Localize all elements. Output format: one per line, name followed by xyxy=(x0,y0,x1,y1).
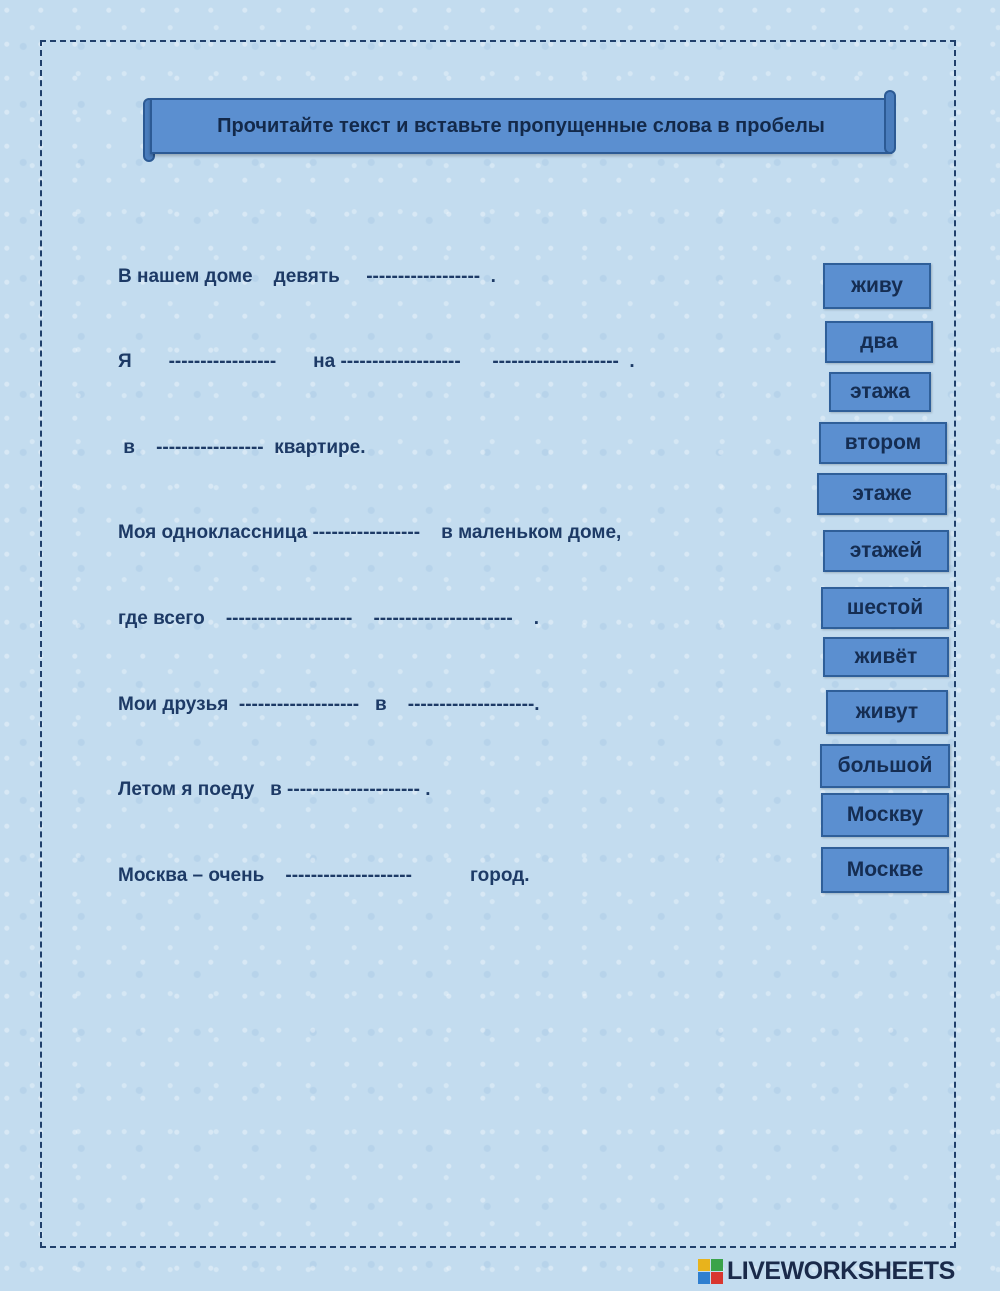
instruction-banner xyxy=(150,98,892,154)
sentence-line-3: в ----------------- квартире. xyxy=(118,437,366,458)
sentence-line-2: Я ----------------- на ------------------- -------------------- . xyxy=(118,351,635,372)
word-tile-moskve[interactable]: Москве xyxy=(821,847,949,893)
word-tile-zhivut[interactable]: живут xyxy=(826,690,948,734)
sentence-line-1: В нашем доме девять ------------------ . xyxy=(118,266,496,287)
word-tile-etazhe[interactable]: этаже xyxy=(817,473,947,515)
sentence-line-4: Моя одноклассница ----------------- в маленьком доме, xyxy=(118,522,622,543)
word-tile-dva[interactable]: два xyxy=(825,321,933,363)
sentence-line-5: где всего -------------------- ---------------------- . xyxy=(118,608,540,629)
liveworksheets-footer[interactable] xyxy=(698,1256,994,1286)
instruction-title: Прочитайте текст и вставьте пропущенные слова в пробелы xyxy=(217,114,825,137)
dashed-page-frame xyxy=(40,40,956,1248)
banner-scroll-right xyxy=(884,90,896,154)
word-tile-zhivu[interactable]: живу xyxy=(823,263,931,309)
word-tile-vtorom[interactable]: втором xyxy=(819,422,947,464)
word-tile-shestoy[interactable]: шестой xyxy=(821,587,949,629)
footer-brand-text: LIVEWORKSHEETS xyxy=(727,1256,955,1285)
word-tile-bolshoy[interactable]: большой xyxy=(820,744,950,788)
sentence-line-8: Москва – очень -------------------- город. xyxy=(118,865,530,886)
word-tile-zhivyot[interactable]: живёт xyxy=(823,637,949,677)
sentence-line-6: Мои друзья ------------------- в --------------------. xyxy=(118,694,540,715)
word-tile-etazha[interactable]: этажа xyxy=(829,372,931,412)
liveworksheets-logo-icon xyxy=(698,1259,723,1284)
word-tile-etazhey[interactable]: этажей xyxy=(823,530,949,572)
sentence-line-7: Летом я поеду в --------------------- . xyxy=(118,779,431,800)
word-tile-moskvu[interactable]: Москву xyxy=(821,793,949,837)
